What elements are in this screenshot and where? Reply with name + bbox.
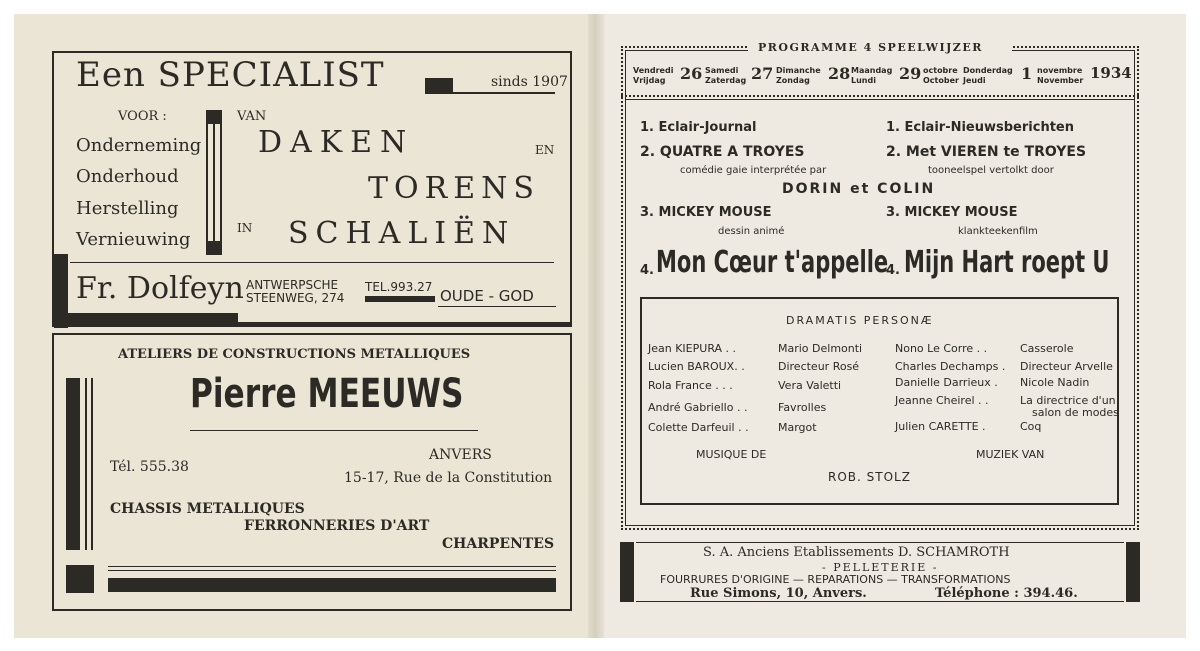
footer-line3: FOURRURES D'ORIGINE — REPARATIONS — TRANSFORMATIONS [660, 573, 1011, 586]
cast-role: Nicole Nadin [1020, 376, 1090, 389]
decor-rule [425, 92, 555, 94]
prog-fr-4-num: 4. [640, 263, 654, 278]
ad-dolfeyn-tel: TEL.993.27 [365, 280, 433, 294]
footer-line2: - PELLETERIE - [822, 561, 939, 574]
programme-header: PROGRAMME 4 SPEELWIJZER [758, 41, 983, 54]
decor-rule [70, 262, 554, 263]
decor-block [66, 565, 94, 593]
ad-dolfeyn-name: Fr. Dolfeyn [76, 271, 244, 306]
date-day-5: Donderdag Jeudi [963, 66, 1013, 85]
ad-meeuws-street: 15-17, Rue de la Constitution [344, 470, 553, 486]
decor-line [108, 566, 556, 567]
date-num-1: 26 [680, 64, 703, 83]
ad-meeuws-line2: FERRONNERIES D'ART [244, 518, 430, 534]
cast-role: Directeur Arvelle [1020, 360, 1113, 373]
cast-role: Vera Valetti [778, 379, 842, 392]
ad-dolfeyn-addr2: STEENWEG, 274 [246, 291, 345, 305]
cast-actor: Danielle Darrieux . [895, 376, 998, 389]
cast-actor: Nono Le Corre . . [895, 342, 988, 355]
decor-block [425, 78, 453, 92]
cast-role-cont: salon de modes [1032, 406, 1119, 419]
date-num-4: 29 [899, 64, 922, 83]
cast-role: Casserole [1020, 342, 1074, 355]
prog-nl-2: 2. Met VIEREN te TROYES [886, 144, 1087, 160]
decor-pillar [66, 378, 80, 550]
cast-musique-label: MUSIQUE DE [696, 448, 767, 461]
decor-block [1126, 542, 1140, 602]
date-num-5: 1 [1021, 64, 1033, 83]
date-day-4: Maandag Lundi [851, 66, 893, 85]
ad-dolfeyn-since: sinds 1907 [491, 74, 568, 90]
page-fold [588, 14, 604, 638]
divider [625, 99, 1135, 100]
decor-block [66, 313, 238, 325]
decor-block [238, 322, 572, 327]
ad-dolfeyn-headline: Een SPECIALIST [76, 55, 385, 95]
cast-role: La directrice d'un [1020, 394, 1116, 407]
cast-actor: Jean KIEPURA . . [648, 342, 737, 355]
ad-meeuws-line1: CHASSIS METALLIQUES [110, 501, 305, 517]
cast-title: DRAMATIS PERSONÆ [786, 314, 934, 327]
prog-nl-1: 1. Eclair-Nieuwsberichten [886, 120, 1074, 135]
decor-line [108, 570, 556, 571]
cast-composer: ROB. STOLZ [828, 470, 911, 484]
date-day-3: Dimanche Zondag [776, 66, 821, 85]
prog-nl-3: 3. MICKEY MOUSE [886, 205, 1018, 220]
cast-muziek-label: MUZIEK VAN [976, 448, 1045, 461]
prog-fr-2-sub: comédie gaie interprétée par [680, 165, 827, 176]
ad-dolfeyn-addr1: ANTWERPSCHE [246, 278, 339, 292]
decor-block [365, 296, 435, 302]
date-day-1: Vendredi Vrijdag [633, 66, 674, 85]
footer-address: Rue Simons, 10, Anvers. [690, 586, 867, 601]
ad-dolfeyn-en: EN [535, 143, 555, 157]
cast-role: Margot [778, 421, 817, 434]
ad-dolfeyn-place: OUDE - GOD [440, 287, 534, 305]
cast-role: Favrolles [778, 401, 827, 414]
decor-line [85, 378, 87, 550]
ad-meeuws-tel: Tél. 555.38 [110, 459, 189, 475]
decor-line [91, 378, 93, 550]
cast-role: Mario Delmonti [778, 342, 863, 355]
prog-fr-1: 1. Eclair-Journal [640, 120, 757, 135]
prog-nl-4: Mijn Hart roept U [904, 245, 1110, 280]
prog-nl-2-sub: tooneelspel vertolkt door [928, 165, 1054, 176]
service-4: Vernieuwing [76, 229, 191, 250]
date-num-3: 28 [828, 64, 851, 83]
date-day-2: Samedi Zaterdag [705, 66, 747, 85]
cast-role: Directeur Rosé [778, 360, 860, 373]
cast-actor: André Gabriello . . [648, 401, 748, 414]
date-month-2: novembre November [1037, 66, 1084, 85]
cast-actor: Rola France . . . [648, 379, 733, 392]
prog-fr-4: Mon Cœur t'appelle [656, 245, 889, 280]
service-3: Herstelling [76, 198, 179, 219]
cast-actor: Colette Darfeuil . . [648, 421, 749, 434]
decor-block [108, 578, 556, 592]
decor-pillar-base [206, 241, 222, 255]
ad-meeuws-name: Pierre MEEUWS [190, 371, 464, 417]
ad-dolfeyn-daken: DAKEN [258, 125, 415, 160]
ad-dolfeyn-in: IN [237, 221, 253, 235]
ad-dolfeyn-torens: TORENS [368, 171, 540, 206]
divider [621, 95, 1139, 97]
date-month-1: octobre October [923, 66, 959, 85]
decor-rule [636, 601, 1124, 602]
cast-actor: Julien CARETTE . [895, 420, 986, 433]
date-num-2: 27 [751, 64, 774, 83]
cast-actor: Charles Dechamps . [895, 360, 1006, 373]
decor-rule [438, 306, 556, 307]
cast-actor: Lucien BAROUX. . [648, 360, 745, 373]
service-2: Onderhoud [76, 166, 179, 187]
decor-pillar-top [206, 110, 222, 124]
decor-rule [636, 542, 1124, 543]
decor-rule [190, 430, 478, 431]
prog-fr-3-sub: dessin animé [718, 226, 785, 237]
cast-actor: Jeanne Cheirel . . [895, 394, 989, 407]
ad-meeuws-line3: CHARPENTES [442, 536, 555, 552]
decor-block [620, 542, 634, 602]
prog-fr-3: 3. MICKEY MOUSE [640, 205, 772, 220]
ad-dolfeyn-van: VAN [237, 109, 267, 124]
service-1: Onderneming [76, 135, 202, 156]
ad-meeuws-city: ANVERS [429, 447, 492, 463]
prog-nl-4-num: 4. [886, 263, 900, 278]
decor-pillar [206, 124, 222, 242]
footer-line1: S. A. Anciens Etablissements D. SCHAMROTH [703, 545, 1010, 560]
footer-phone: Téléphone : 394.46. [935, 586, 1078, 601]
ad-dolfeyn-schalien: SCHALIËN [288, 216, 516, 251]
ad-dolfeyn-voor: VOOR : [118, 109, 167, 124]
cast-role: Coq [1020, 420, 1042, 433]
prog-nl-3-sub: klankteekenfilm [958, 226, 1038, 237]
prog-actors: DORIN et COLIN [782, 181, 936, 197]
date-year: 1934 [1090, 64, 1132, 82]
ad-meeuws-heading: ATELIERS DE CONSTRUCTIONS METALLIQUES [118, 347, 471, 362]
prog-fr-2: 2. QUATRE A TROYES [640, 144, 805, 160]
